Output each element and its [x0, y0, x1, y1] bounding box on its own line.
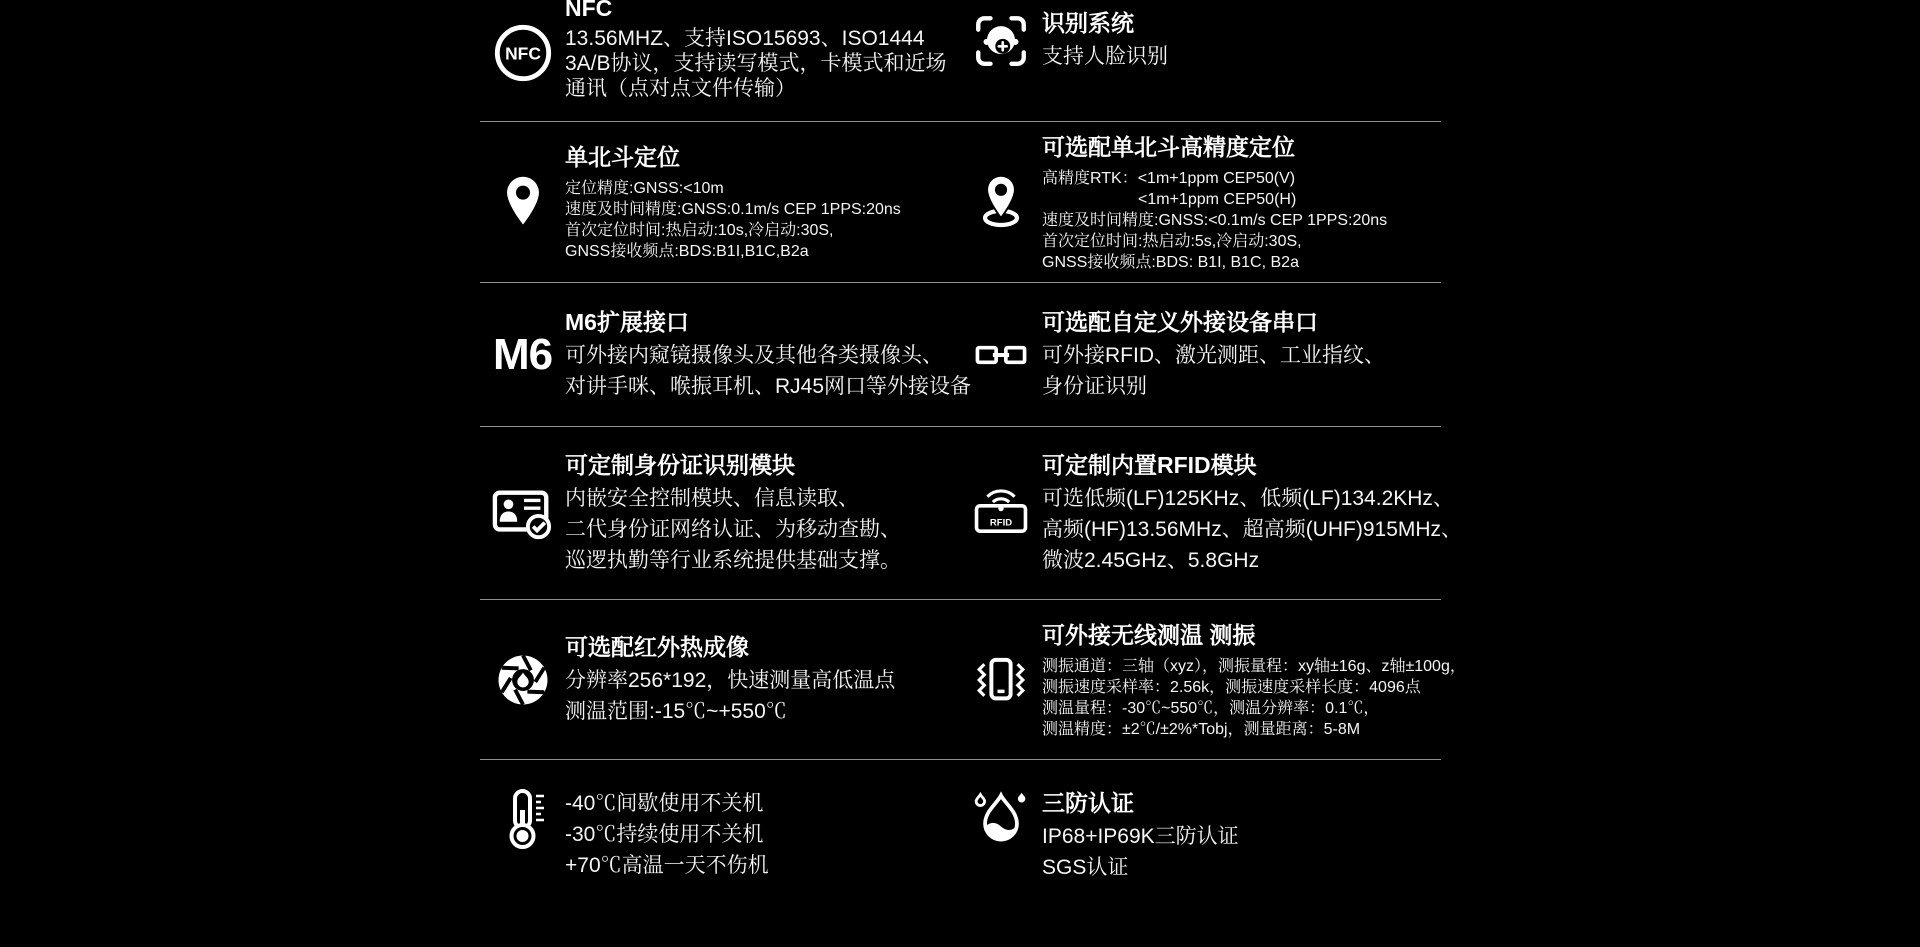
feature-line: +70℃高温一天不伤机: [565, 854, 769, 877]
feature-temperature-range: [565, 788, 960, 881]
feature-title: 可外接无线测温 测振: [1042, 621, 1256, 648]
feature-title: 可选配自定义外接设备串口: [1042, 309, 1318, 335]
feature-line: 首次定位时间:热启动:5s,冷启动:30S,: [1042, 232, 1302, 250]
feature-grid: [480, 0, 1466, 947]
vibration-icon: [960, 652, 1042, 708]
m6-icon: [480, 329, 565, 379]
feature-line: 身份证识别: [1042, 375, 1147, 398]
serial-connector-icon: [960, 329, 1042, 381]
id-card-icon: [480, 482, 565, 544]
feature-line: 测振通道：三轴（xyz），测振量程：xy轴±16g、z轴±100g，: [1042, 657, 1466, 675]
feature-line: GNSS接收频点:BDS: B1I, B1C, B2a: [1042, 253, 1299, 271]
feature-certification: [1042, 788, 1441, 883]
feature-nfc: [565, 0, 960, 101]
feature-title: 三防认证: [1042, 790, 1134, 816]
thermometer-icon: [480, 788, 565, 852]
feature-line: SGS认证: [1042, 856, 1129, 879]
feature-line: 测温范围:-15℃~+550℃: [565, 700, 787, 723]
feature-row-expansion: [480, 283, 1441, 427]
feature-beidou: [565, 142, 960, 262]
feature-line: 速度及时间精度:GNSS:<0.1m/s CEP 1PPS:20ns: [1042, 211, 1388, 229]
feature-line: 高精度RTK：<1m+1ppm CEP50(V): [1042, 169, 1296, 187]
feature-title: 单北斗定位: [565, 144, 680, 170]
feature-line: 对讲手咪、喉振耳机、RJ45网口等外接设备: [565, 375, 972, 398]
feature-line: 测振速度采样率：2.56k，测振速度采样长度：4096点: [1042, 678, 1421, 696]
feature-serial-port: [1042, 307, 1441, 402]
feature-line: GNSS接收频点:BDS:B1I,B1C,B2a: [565, 243, 809, 260]
feature-row-nfc-recognition: [480, 0, 1441, 122]
feature-line: 通讯（点对点文件传输）: [565, 77, 796, 100]
feature-id-module: [565, 450, 960, 576]
m6-label: M6: [492, 329, 553, 379]
feature-title: M6扩展接口: [565, 309, 689, 335]
feature-line: 测温量程：-30℃~550℃，测温分辨率：0.1℃，: [1042, 699, 1380, 717]
feature-line: 测温精度：±2℃/±2%*Tobj，测量距离：5-8M: [1042, 720, 1361, 738]
feature-line: <1m+1ppm CEP50(H): [1138, 190, 1297, 208]
svg-text:RFID: RFID: [989, 517, 1013, 529]
feature-line: 速度及时间精度:GNSS:0.1m/s CEP 1PPS:20ns: [565, 201, 901, 218]
feature-m6-port: [565, 307, 972, 402]
feature-line: 定位精度:GNSS:<10m: [565, 180, 724, 197]
feature-line: 内嵌安全控制模块、信息读取、: [565, 487, 859, 510]
thermal-imaging-icon: [480, 652, 565, 708]
feature-line: 二代身份证网络认证、为移动查勘、: [565, 518, 901, 541]
feature-row-id-rfid: [480, 427, 1463, 600]
feature-row-temperature-certification: [480, 760, 1441, 947]
feature-line: 支持人脸识别: [1042, 45, 1168, 68]
feature-title: 可选配单北斗高精度定位: [1042, 133, 1295, 160]
feature-thermal: [565, 632, 960, 727]
feature-row-thermal-vibration: [480, 600, 1466, 760]
feature-line: IP68+IP69K三防认证: [1042, 825, 1239, 848]
feature-line: 分辨率256*192，快速测量高低温点: [565, 669, 896, 692]
location-pin-icon: [480, 172, 565, 232]
feature-row-positioning: [480, 122, 1441, 283]
feature-line: 3A/B协议，支持读写模式，卡模式和近场: [565, 52, 947, 75]
feature-title: NFC: [565, 0, 613, 21]
high-precision-pin-icon: [960, 172, 1042, 232]
feature-line: 可选低频(LF)125KHz、低频(LF)134.2KHz、: [1042, 487, 1454, 510]
feature-recognition-system: [1042, 8, 1441, 72]
feature-title: 可定制内置RFID模块: [1042, 452, 1257, 478]
feature-rfid-module: [1042, 450, 1463, 576]
feature-title: 识别系统: [1042, 10, 1134, 36]
svg-text:NFC: NFC: [504, 43, 541, 64]
feature-wireless-temp-vibration: [1042, 620, 1466, 740]
feature-line: 巡逻执勤等行业系统提供基础支撑。: [565, 549, 901, 572]
feature-line: -30℃持续使用不关机: [565, 823, 764, 846]
nfc-icon: [480, 22, 565, 84]
feature-line: 首次定位时间:热启动:10s,冷启动:30S,: [565, 222, 834, 239]
water-drop-icon: [960, 788, 1042, 848]
feature-line: 可外接内窥镜摄像头及其他各类摄像头、: [565, 344, 943, 367]
feature-rtk: [1042, 132, 1441, 273]
feature-title: 可定制身份证识别模块: [565, 452, 795, 478]
feature-line: 可外接RFID、激光测距、工业指纹、: [1042, 344, 1385, 367]
feature-title: 可选配红外热成像: [565, 634, 749, 660]
rfid-icon: [960, 484, 1042, 542]
feature-line: 高频(HF)13.56MHz、超高频(UHF)915MHz、: [1042, 518, 1463, 541]
feature-line: 微波2.45GHz、5.8GHz: [1042, 549, 1260, 572]
feature-line: 13.56MHZ、支持ISO15693、ISO1444: [565, 27, 925, 50]
face-recognition-icon: [960, 13, 1042, 69]
feature-line: -40℃间歇使用不关机: [565, 792, 764, 815]
